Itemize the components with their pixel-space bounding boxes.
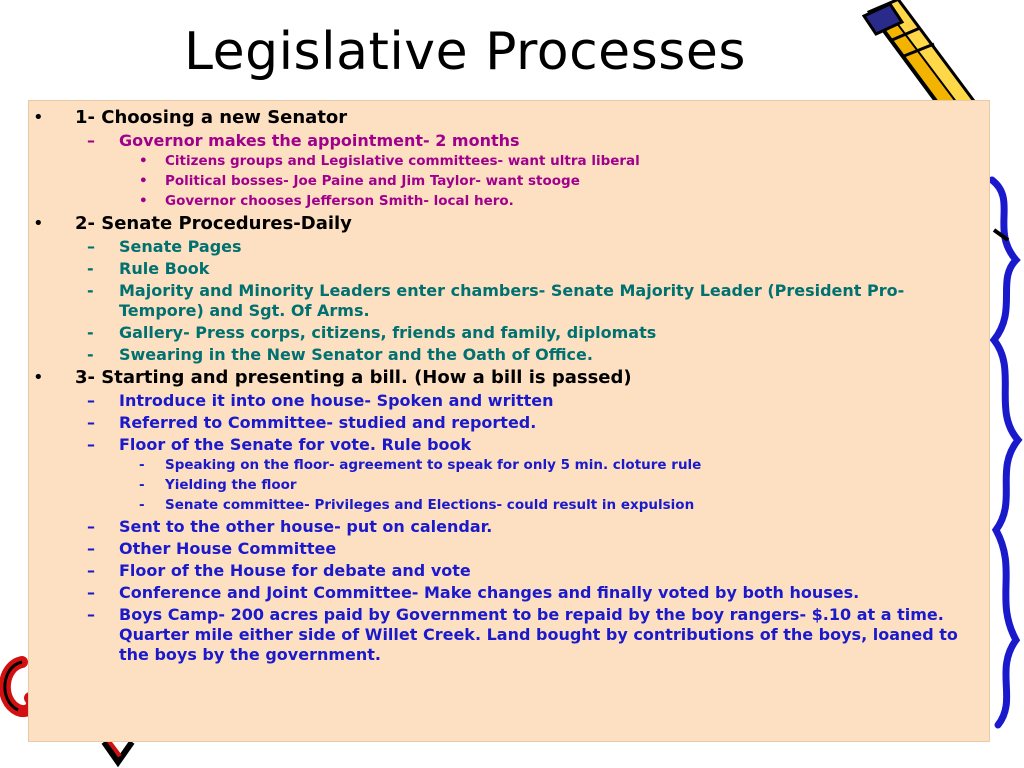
item-text: Majority and Minority Leaders enter chambers- Senate Majority Leader (President Pro-Tempore) and Sgt. Of Arms. [119,281,905,320]
content-panel [28,100,990,742]
list-item: – Floor of the House for debate and vote [87,561,471,580]
list-item: – Sent to the other house- put on calendar. [87,517,493,536]
list-item: - Speaking on the floor- agreement to speak for only 5 min. cloture rule [139,457,702,473]
page-title: Legislative Processes [184,22,746,82]
section-label: 2- Senate Procedures-Daily [75,213,352,234]
item-text: Other House Committee [119,539,337,558]
section-label: 1- Choosing a new Senator [75,107,348,128]
item-text: Floor of the Senate for vote. Rule book [119,435,472,454]
list-item: – Boys Camp- 200 acres paid by Government to be repaid by the boy rangers- $.10 at a time. Quarter mile either side of Willet Creek. Land bought by contributions of the boys, loaned to the boys by the government. [29,605,989,665]
item-text: Referred to Committee- studied and reported. [119,413,537,432]
item-text: Senate Pages [119,237,242,256]
item-text: Conference and Joint Committee- Make changes and finally voted by both houses. [119,583,860,602]
item-text: Citizens groups and Legislative committees- want ultra liberal [165,153,640,169]
item-text: Swearing in the New Senator and the Oath of Office. [119,345,593,364]
list-item: • Governor chooses Jefferson Smith- local hero. [139,193,514,209]
section-1: • 1- Choosing a new Senator [33,107,348,128]
list-item: – Conference and Joint Committee- Make changes and finally voted by both houses. [87,583,860,602]
item-text: Floor of the House for debate and vote [119,561,471,580]
item-text: Rule Book [119,259,210,278]
list-item: – Governor makes the appointment- 2 months [87,131,520,150]
list-item: - Gallery- Press corps, citizens, friends and family, diplomats [87,323,657,342]
item-text: Speaking on the floor- agreement to speak for only 5 min. cloture rule [165,457,702,473]
list-item: - Swearing in the New Senator and the Oath of Office. [87,345,593,364]
section-3: • 3- Starting and presenting a bill. (How a bill is passed) [33,367,632,388]
item-text: Gallery- Press corps, citizens, friends and family, diplomats [119,323,657,342]
item-text: Introduce it into one house- Spoken and written [119,391,554,410]
item-text: Boys Camp- 200 acres paid by Government to be repaid by the boy rangers- $.10 at a time. Quarter mile either side of Willet Creek. Land bought by contributions of the boys, loaned to the boys by the government. [119,605,958,664]
crayon-scribble-icon [988,170,1024,730]
list-item: - Majority and Minority Leaders enter chambers- Senate Majority Leader (President Pro-Tempore) and Sgt. Of Arms. [29,281,989,321]
section-label: 3- Starting and presenting a bill. (How a bill is passed) [75,367,632,388]
item-text: Governor chooses Jefferson Smith- local hero. [165,193,514,209]
list-item: - Senate committee- Privileges and Elections- could result in expulsion [139,497,695,513]
item-text: Sent to the other house- put on calendar. [119,517,493,536]
item-text: Governor makes the appointment- 2 months [119,131,520,150]
list-item: – Introduce it into one house- Spoken and written [87,391,554,410]
list-item: – Floor of the Senate for vote. Rule book [87,435,472,454]
item-text: Senate committee- Privileges and Elections- could result in expulsion [165,497,695,513]
list-item: – Referred to Committee- studied and reported. [87,413,537,432]
section-2: • 2- Senate Procedures-Daily [33,213,352,234]
list-item: – Senate Pages [87,237,242,256]
item-text: Yielding the floor [165,477,297,493]
list-item: – Other House Committee [87,539,337,558]
item-text: Political bosses- Joe Paine and Jim Taylor- want stooge [165,173,580,189]
list-item: • Citizens groups and Legislative committees- want ultra liberal [139,153,640,169]
outline [29,101,989,665]
list-item: - Rule Book [87,259,210,278]
list-item: - Yielding the floor [139,477,297,493]
list-item: • Political bosses- Joe Paine and Jim Taylor- want stooge [139,173,580,189]
